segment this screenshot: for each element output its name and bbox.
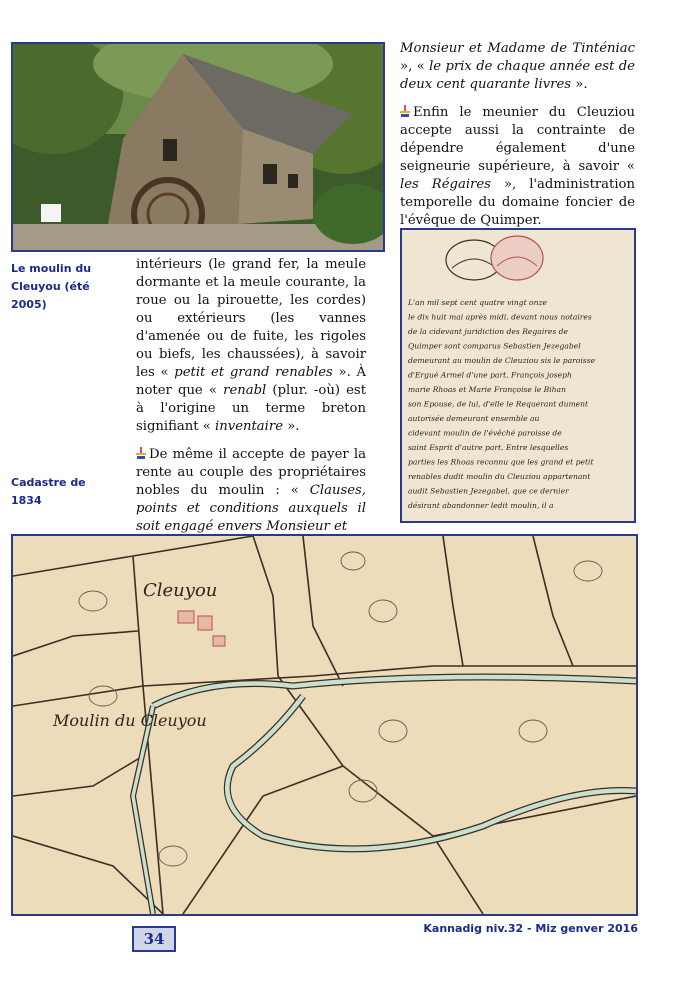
manuscript-line: Quimper sont comparus Sebastien Jezegabel xyxy=(408,341,581,351)
paragraph xyxy=(400,40,635,94)
text-run-italic: Clauses, points et conditions auxquels il soit engagé envers Monsieur et xyxy=(136,483,366,534)
text-run-italic: les Régaires xyxy=(400,177,491,192)
map-caption: Cadastre de 1834 xyxy=(11,476,86,507)
text-run: intérieurs (le grand fer, la meule dormante et la meule courante, la roue ou la pirouette, les cordes) ou extérieurs (les vannes d'amenée ou de fuite, les rigoles ou biefs, les chaussées), à savoir les « xyxy=(136,257,366,380)
manuscript-line: de la cidevant juridiction des Regaires de xyxy=(408,327,569,336)
text-run: (plur. -où) est à l'origine un terme breton signifiant « xyxy=(136,383,366,434)
manuscript-line: le dix huit mai après midi, devant nous notaires xyxy=(408,312,592,322)
text-run: ». xyxy=(571,77,588,92)
map-label-moulin: Moulin du Cleuyou xyxy=(53,711,207,730)
manuscript-line: autorisée demeurant ensemble au xyxy=(408,414,540,423)
paragraph xyxy=(136,256,366,436)
text-run: », l'administration temporelle du domaine foncier de l'évêque de Quimper. xyxy=(400,177,635,228)
magazine-title: Kannadig niv.32 - Miz genver 2016 xyxy=(423,922,638,935)
text-run: ». À noter que « xyxy=(136,365,367,398)
text-run: », « xyxy=(400,59,430,74)
left-text-column xyxy=(136,256,366,546)
map-label-cleuyou: Cleuyou xyxy=(143,580,218,601)
text-run-italic: renabl xyxy=(223,383,267,398)
mill-photo xyxy=(11,42,385,252)
manuscript-line: L'an mil sept cent quatre vingt onze xyxy=(408,298,548,307)
manuscript-line: désirant abandonner ledit moulin, il a xyxy=(408,501,554,510)
text-run-italic: le prix de chaque année est de deux cent quarante livres xyxy=(400,59,635,92)
manuscript-line: demeurant au moulin de Cleuziou sis le paroisse xyxy=(408,356,596,365)
page-number: 34 xyxy=(132,926,176,952)
manuscript-line: cidevant moulin de l'évêché paroisse de xyxy=(408,428,562,438)
cadastre-map xyxy=(11,534,638,916)
manuscript-line: audit Sebastien Jezegabel, que ce dernier xyxy=(408,486,569,496)
text-run: ». xyxy=(283,419,300,434)
text-run-italic: inventaire xyxy=(215,419,283,434)
manuscript-image xyxy=(400,228,636,523)
text-run: Enfin le meunier du Cleuziou accepte aussi la contrainte de dépendre également d'une seigneurie supérieure, à savoir « xyxy=(400,105,635,174)
paragraph xyxy=(400,104,635,230)
manuscript-line: renables dudit moulin du Cleuziou appartenant xyxy=(408,472,591,481)
manuscript-line: d'Ergué Armel d'une part, François joseph xyxy=(408,370,572,380)
manuscript-line: parties les Rhoas reconnu que les grand et petit xyxy=(408,457,594,467)
text-run: De même il accepte de payer la rente au couple des propriétaires nobles du moulin : « xyxy=(136,447,366,498)
photo-caption: Le moulin du Cleuyou (été 2005) xyxy=(11,262,92,311)
manuscript-line: saint Esprit d'autre part. Entre lesquelles xyxy=(408,443,569,452)
bullet-icon xyxy=(400,105,410,117)
right-text-column xyxy=(400,40,635,240)
paragraph xyxy=(136,446,366,536)
bullet-icon xyxy=(136,447,146,459)
manuscript-line: son Epouse, de lui, d'elle le Requerant dument xyxy=(408,399,589,409)
text-run-italic: petit et grand renables xyxy=(174,365,333,380)
text-run-italic: Monsieur et Madame de Tinténiac xyxy=(400,41,635,56)
manuscript-line: marie Rhoas et Marie Françoise le Bihan xyxy=(408,385,566,394)
